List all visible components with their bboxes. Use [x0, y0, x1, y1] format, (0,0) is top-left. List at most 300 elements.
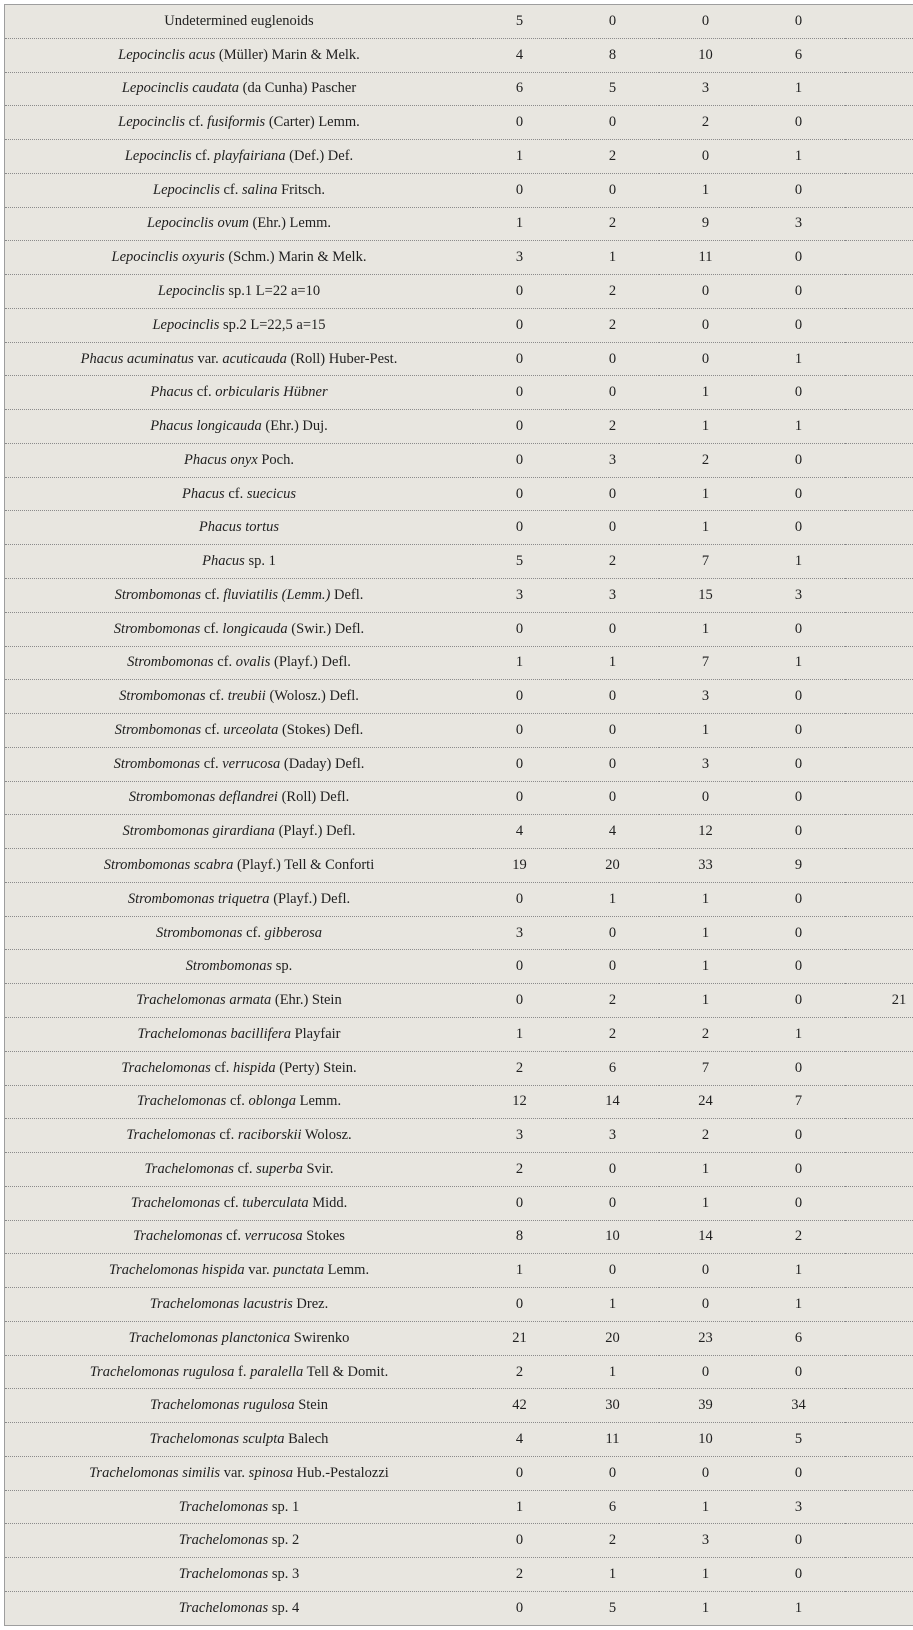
count-cell	[845, 477, 913, 511]
table-row	[5, 1456, 913, 1490]
species-name-roman-segment: Stokes	[302, 1228, 345, 1245]
species-name-roman-segment: cf.	[220, 1194, 243, 1211]
species-name-cell	[5, 916, 474, 950]
species-name-cell	[5, 984, 474, 1018]
count-cell: 0	[566, 680, 659, 714]
count-cell	[845, 207, 913, 241]
count-cell: 10	[659, 38, 752, 72]
species-name-cell	[5, 680, 474, 714]
species-name-cell	[5, 1220, 474, 1254]
species-name-italic-segment: Strombomonas	[114, 586, 202, 603]
count-cell: 0	[473, 680, 566, 714]
species-name-italic-segment: Trachelomonas hispida	[108, 1262, 245, 1279]
species-name-italic-segment: salina	[242, 181, 278, 198]
count-cell	[845, 1017, 913, 1051]
species-name-roman-segment: sp. 3	[268, 1566, 300, 1583]
count-cell: 0	[566, 477, 659, 511]
count-cell: 0	[473, 1524, 566, 1558]
table-row	[5, 747, 913, 781]
species-name-roman-segment: Swirenko	[290, 1329, 350, 1346]
species-name-cell	[5, 376, 474, 410]
species-name-italic-segment: gibberosa	[264, 924, 323, 941]
count-cell	[845, 579, 913, 613]
count-cell: 3	[566, 443, 659, 477]
count-cell: 4	[473, 38, 566, 72]
species-name-roman-segment: cf.	[201, 586, 224, 603]
count-cell: 3	[659, 747, 752, 781]
species-name-italic-segment: ovalis	[235, 654, 271, 671]
species-name-roman-segment: (Perty) Stein.	[275, 1059, 357, 1076]
table-row	[5, 241, 913, 275]
count-cell: 0	[752, 1186, 845, 1220]
count-cell: 0	[473, 1288, 566, 1322]
table-row	[5, 308, 913, 342]
species-name-cell	[5, 1288, 474, 1322]
table-row	[5, 376, 913, 410]
species-name-roman-segment: cf.	[226, 1093, 249, 1110]
count-cell	[845, 1355, 913, 1389]
count-cell: 0	[473, 410, 566, 444]
species-name-roman-segment: sp. 1	[244, 553, 276, 570]
count-cell: 1	[752, 342, 845, 376]
count-cell	[845, 680, 913, 714]
count-cell: 3	[752, 1490, 845, 1524]
table-row	[5, 106, 913, 140]
count-cell: 0	[752, 106, 845, 140]
count-cell	[845, 1591, 913, 1625]
count-cell: 1	[659, 1490, 752, 1524]
species-name-roman-segment: sp.2 L=22,5 a=15	[219, 316, 326, 333]
table-row	[5, 1254, 913, 1288]
count-cell: 2	[566, 275, 659, 309]
species-name-italic-segment: Phacus longicauda	[150, 418, 262, 435]
species-name-cell	[5, 308, 474, 342]
species-name-roman-segment: cf.	[215, 1127, 238, 1144]
count-cell: 0	[473, 950, 566, 984]
count-cell	[845, 1288, 913, 1322]
count-cell: 1	[659, 1186, 752, 1220]
species-name-roman-segment: cf.	[219, 181, 242, 198]
count-cell: 0	[752, 376, 845, 410]
count-cell: 0	[659, 1456, 752, 1490]
count-cell: 1	[659, 714, 752, 748]
count-cell	[845, 275, 913, 309]
table-row	[5, 849, 913, 883]
species-name-cell	[5, 1153, 474, 1187]
count-cell: 3	[659, 1524, 752, 1558]
species-name-italic-segment: Trachelomonas	[178, 1599, 269, 1616]
table-row	[5, 950, 913, 984]
species-name-roman-segment: var.	[220, 1464, 249, 1481]
count-cell	[845, 545, 913, 579]
count-cell: 0	[752, 308, 845, 342]
count-cell: 1	[659, 1153, 752, 1187]
species-name-roman-segment: Playfair	[290, 1025, 341, 1042]
table-row	[5, 410, 913, 444]
species-name-roman-segment: Lemm.	[295, 1093, 342, 1110]
count-cell	[845, 1389, 913, 1423]
count-cell: 0	[473, 747, 566, 781]
count-cell: 0	[752, 1355, 845, 1389]
count-cell: 2	[473, 1051, 566, 1085]
count-cell: 1	[566, 646, 659, 680]
species-name-roman-segment: (Wolosz.) Defl.	[265, 688, 359, 705]
count-cell: 0	[566, 342, 659, 376]
count-cell: 3	[659, 680, 752, 714]
count-cell: 0	[752, 984, 845, 1018]
count-cell: 12	[659, 815, 752, 849]
table-row	[5, 1558, 913, 1592]
count-cell: 0	[473, 1186, 566, 1220]
species-name-italic-segment: spinosa	[248, 1464, 293, 1481]
species-name-cell	[5, 781, 474, 815]
count-cell: 1	[752, 140, 845, 174]
count-cell: 0	[473, 1591, 566, 1625]
species-name-italic-segment: Lepocinclis acus	[118, 46, 216, 63]
count-cell: 1	[752, 545, 845, 579]
species-name-roman-segment: Drez.	[292, 1295, 329, 1312]
species-name-cell	[5, 612, 474, 646]
species-name-roman-segment: cf.	[200, 755, 223, 772]
species-name-roman-segment: (Playf.) Defl.	[270, 654, 351, 671]
count-cell: 0	[473, 308, 566, 342]
table-row	[5, 173, 913, 207]
count-cell: 33	[659, 849, 752, 883]
count-cell	[845, 1254, 913, 1288]
count-cell	[845, 612, 913, 646]
table-row	[5, 714, 913, 748]
count-cell: 1	[473, 646, 566, 680]
count-cell: 7	[659, 1051, 752, 1085]
species-name-italic-segment: Strombomonas	[185, 958, 273, 975]
count-cell: 2	[473, 1153, 566, 1187]
count-cell: 3	[473, 916, 566, 950]
table-row	[5, 443, 913, 477]
count-cell: 3	[566, 579, 659, 613]
species-name-italic-segment: Trachelomonas similis	[89, 1464, 221, 1481]
count-cell: 2	[659, 443, 752, 477]
count-cell: 3	[659, 72, 752, 106]
species-name-italic-segment: paralella	[250, 1363, 304, 1380]
table-row	[5, 916, 913, 950]
count-cell: 0	[701, 12, 710, 29]
count-cell: 2	[473, 1355, 566, 1389]
table-row	[5, 5, 913, 39]
count-cell: 0	[794, 12, 803, 29]
species-name-roman-segment: Midd.	[308, 1194, 348, 1211]
count-cell: 5	[566, 72, 659, 106]
count-cell: 0	[566, 916, 659, 950]
species-name-roman-segment: cf.	[213, 654, 236, 671]
species-name-roman-segment: (Ehr.) Lemm.	[248, 215, 332, 232]
count-cell: 2	[473, 1558, 566, 1592]
species-name-roman-segment: sp. 1	[268, 1498, 300, 1515]
count-cell	[845, 781, 913, 815]
count-cell: 2	[566, 207, 659, 241]
count-cell: 20	[566, 1321, 659, 1355]
count-cell: 24	[659, 1085, 752, 1119]
table-row	[5, 1220, 913, 1254]
count-cell: 0	[473, 173, 566, 207]
count-cell: 1	[752, 1288, 845, 1322]
count-cell: 0	[566, 1254, 659, 1288]
table-row	[5, 1355, 913, 1389]
count-cell: 0	[752, 916, 845, 950]
species-name-cell	[5, 410, 474, 444]
count-cell: 11	[566, 1423, 659, 1457]
count-cell	[845, 882, 913, 916]
count-cell: 2	[566, 308, 659, 342]
count-cell: 0	[566, 1186, 659, 1220]
count-cell: 1	[566, 1558, 659, 1592]
species-name-roman-segment: Balech	[284, 1431, 329, 1448]
count-cell	[845, 747, 913, 781]
count-cell: 4	[566, 815, 659, 849]
count-cell	[845, 342, 913, 376]
species-name-roman-segment: Svir.	[302, 1160, 334, 1177]
species-name-cell	[5, 579, 474, 613]
species-name-italic-segment: Strombomonas scabra	[103, 857, 234, 874]
count-cell	[845, 646, 913, 680]
species-name-roman-segment: (Müller) Marin & Melk.	[215, 46, 360, 63]
species-name-cell	[5, 1558, 474, 1592]
count-cell: 2	[566, 545, 659, 579]
count-cell: 1	[659, 882, 752, 916]
species-name-italic-segment: fusiformis	[207, 114, 266, 131]
count-cell: 34	[752, 1389, 845, 1423]
species-name-roman-segment: sp. 4	[268, 1599, 300, 1616]
species-name-italic-segment: Phacus	[182, 485, 225, 502]
species-name-roman-segment: Lemm.	[323, 1262, 370, 1279]
count-cell: 6	[752, 1321, 845, 1355]
count-cell: 7	[659, 545, 752, 579]
species-name-italic-segment: playfairiana	[213, 147, 286, 164]
count-cell: 1	[752, 1591, 845, 1625]
species-name-italic-segment: Lepocinclis	[157, 283, 225, 299]
count-cell	[845, 38, 913, 72]
species-name-roman-segment: Poch.	[257, 451, 294, 468]
count-cell: 0	[752, 443, 845, 477]
count-cell: 0	[752, 511, 845, 545]
count-cell: 0	[608, 12, 617, 29]
count-cell: 1	[659, 916, 752, 950]
species-name-italic-segment: superba	[256, 1160, 303, 1177]
species-name-italic-segment: Strombomonas	[114, 721, 202, 738]
species-name-roman-segment: Tell & Domit.	[303, 1363, 389, 1380]
count-cell: 1	[659, 1591, 752, 1625]
species-name-roman-segment: cf.	[185, 114, 208, 131]
count-cell: 0	[566, 950, 659, 984]
species-name-roman-segment: (Roll) Defl.	[277, 789, 350, 806]
count-cell	[845, 950, 913, 984]
species-name-cell	[5, 714, 474, 748]
count-cell	[845, 1220, 913, 1254]
species-name-roman-segment: (da Cunha) Pascher	[239, 80, 357, 97]
species-name-cell	[5, 1423, 474, 1457]
species-name-italic-segment: Trachelomonas lacustris	[149, 1295, 293, 1312]
species-name-italic-segment: tuberculata	[242, 1194, 309, 1211]
species-name-italic-segment: Trachelomonas	[133, 1228, 223, 1245]
species-name-roman-segment: (Schm.) Marin & Melk.	[224, 249, 367, 266]
species-name-italic-segment: acuticauda	[222, 350, 287, 367]
count-cell: 2	[566, 984, 659, 1018]
count-cell: 0	[752, 612, 845, 646]
count-cell: 0	[752, 714, 845, 748]
count-cell: 0	[659, 275, 752, 309]
count-cell	[845, 714, 913, 748]
species-name-italic-segment: Lepocinclis ovum	[146, 215, 249, 232]
count-cell: 0	[473, 781, 566, 815]
species-name-italic-segment: Lepocinclis	[153, 181, 220, 198]
count-cell	[845, 72, 913, 106]
count-cell: 3	[566, 1119, 659, 1153]
count-cell: 0	[473, 714, 566, 748]
species-name-cell	[5, 1017, 474, 1051]
species-name-italic-segment: Trachelomonas	[130, 1194, 221, 1211]
species-name-italic-segment: Trachelomonas bacillifera	[137, 1025, 291, 1042]
species-name-roman-segment: Stein	[294, 1397, 329, 1414]
count-cell: 0	[566, 1456, 659, 1490]
count-cell: 0	[659, 781, 752, 815]
count-cell: 5	[515, 12, 524, 29]
count-cell: 5	[752, 1423, 845, 1457]
count-cell: 19	[473, 849, 566, 883]
count-cell: 6	[566, 1490, 659, 1524]
count-cell: 5	[473, 545, 566, 579]
table-row	[5, 207, 913, 241]
species-name-italic-segment: fluviatilis (Lemm.)	[223, 586, 331, 603]
count-cell: 23	[659, 1321, 752, 1355]
table-row	[5, 579, 913, 613]
count-cell: 1	[752, 1254, 845, 1288]
species-name-cell	[5, 1524, 474, 1558]
species-name-italic-segment: Trachelomonas armata	[136, 992, 272, 1009]
species-name-roman-segment: (Def.) Def.	[285, 147, 354, 164]
table-row	[5, 140, 913, 174]
species-name-italic-segment: Phacus	[202, 553, 245, 570]
count-cell: 0	[752, 815, 845, 849]
count-cell: 2	[566, 140, 659, 174]
species-name-cell	[5, 1591, 474, 1625]
count-cell: 1	[659, 612, 752, 646]
species-name-roman-segment: cf.	[242, 924, 265, 941]
count-cell: 0	[566, 511, 659, 545]
species-name-roman-segment: (Roll) Huber-Pest.	[286, 350, 398, 367]
count-cell: 10	[566, 1220, 659, 1254]
count-cell: 0	[752, 1153, 845, 1187]
count-cell: 0	[752, 680, 845, 714]
count-cell: 1	[659, 173, 752, 207]
count-cell: 9	[659, 207, 752, 241]
count-cell: 0	[752, 950, 845, 984]
species-name-roman-segment: sp. 2	[268, 1532, 300, 1549]
count-cell: 0	[659, 342, 752, 376]
count-cell: 0	[473, 376, 566, 410]
species-name-italic-segment: Trachelomonas	[178, 1566, 269, 1583]
table-row	[5, 1321, 913, 1355]
species-name-cell	[5, 241, 474, 275]
species-name-cell	[5, 5, 474, 39]
species-name-italic-segment: Trachelomonas sculpta	[149, 1431, 285, 1448]
count-cell: 21	[473, 1321, 566, 1355]
count-cell: 3	[473, 241, 566, 275]
species-name-italic-segment: Lepocinclis caudata	[121, 80, 240, 97]
count-cell: 0	[752, 241, 845, 275]
species-name-roman-segment: cf.	[201, 721, 224, 738]
species-name-cell	[5, 1254, 474, 1288]
species-name-roman-segment: (Ehr.) Duj.	[261, 418, 328, 435]
species-name-cell	[5, 1456, 474, 1490]
count-cell: 0	[566, 781, 659, 815]
species-name-italic-segment: Phacus tortus	[198, 519, 280, 536]
species-name-roman-segment: cf.	[193, 384, 216, 401]
species-name-italic-segment: Trachelomonas	[178, 1498, 269, 1515]
count-cell: 42	[473, 1389, 566, 1423]
species-name-italic-segment: urceolata	[223, 721, 279, 738]
species-name-roman-segment: cf.	[191, 147, 214, 164]
count-cell: 0	[752, 882, 845, 916]
count-cell: 1	[566, 1355, 659, 1389]
species-name-italic-segment: punctata	[273, 1262, 324, 1279]
count-cell: 0	[752, 477, 845, 511]
species-name-italic-segment: Trachelomonas	[178, 1532, 269, 1549]
count-cell: 15	[659, 579, 752, 613]
species-name-cell	[5, 511, 474, 545]
species-name-cell	[5, 1051, 474, 1085]
count-cell: 0	[566, 376, 659, 410]
species-name-cell	[5, 173, 474, 207]
count-cell	[845, 140, 913, 174]
species-name-cell	[5, 1355, 474, 1389]
count-cell: 3	[473, 579, 566, 613]
table-row	[5, 275, 913, 309]
count-cell: 0	[659, 308, 752, 342]
table-row	[5, 1288, 913, 1322]
table-row	[5, 1119, 913, 1153]
count-cell	[845, 815, 913, 849]
count-cell: 1	[473, 207, 566, 241]
species-name-italic-segment: Strombomonas	[127, 654, 214, 671]
count-cell	[845, 1524, 913, 1558]
count-cell	[845, 511, 913, 545]
count-cell: 30	[566, 1389, 659, 1423]
count-cell: 0	[752, 1558, 845, 1592]
species-name-cell	[5, 72, 474, 106]
count-cell: 0	[473, 511, 566, 545]
table-row	[5, 612, 913, 646]
count-cell: 0	[473, 275, 566, 309]
table-row	[5, 1051, 913, 1085]
species-name-italic-segment: Strombomonas girardiana	[122, 823, 275, 840]
species-name-italic-segment: verrucosa	[244, 1228, 303, 1245]
species-name-italic-segment: raciborskii	[237, 1127, 302, 1144]
count-cell: 1	[473, 1490, 566, 1524]
count-cell: 0	[752, 1456, 845, 1490]
species-name-cell	[5, 275, 474, 309]
count-cell	[845, 916, 913, 950]
table-row	[5, 1186, 913, 1220]
species-name-roman-segment: (Playf.) Defl.	[274, 823, 356, 840]
count-cell: 0	[659, 1254, 752, 1288]
species-name-cell	[5, 646, 474, 680]
table-row	[5, 1389, 913, 1423]
species-name-roman-segment: Fritsch.	[277, 181, 325, 198]
count-cell: 7	[659, 646, 752, 680]
count-cell: 0	[473, 477, 566, 511]
count-cell	[845, 1153, 913, 1187]
table-row	[5, 646, 913, 680]
species-name-cell	[5, 477, 474, 511]
